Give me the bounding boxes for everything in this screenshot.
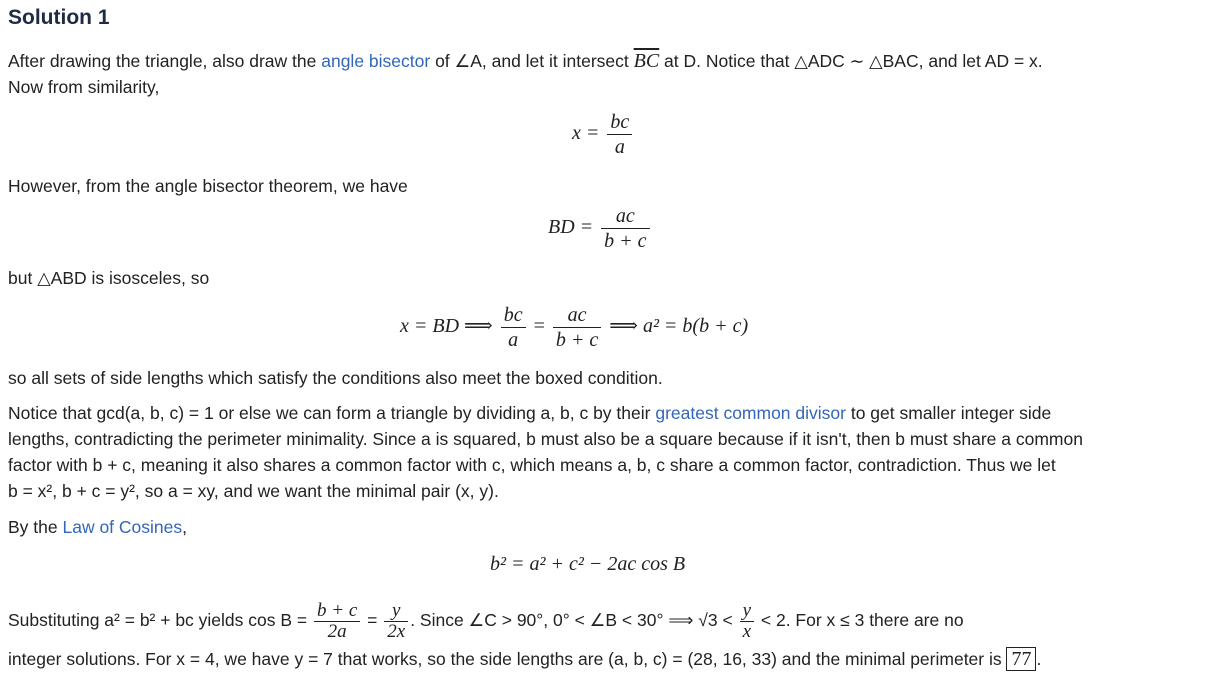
substitution-line xyxy=(8,598,964,642)
substitution-text-a: Substituting a² = b² + bc yields cos B = xyxy=(8,610,308,630)
frac1-denominator: 2a xyxy=(327,620,347,642)
greatest-common-divisor-link[interactable]: greatest common divisor xyxy=(655,403,846,423)
eq3-numerator-1: bc xyxy=(501,303,526,328)
equation-law-of-cosines: b² = a² + c² − 2ac cos B xyxy=(490,553,686,575)
equation-3 xyxy=(400,303,748,352)
substitution-text-b: . Since ∠C > 90°, 0° < ∠B < 30° ⟹ √3 < xyxy=(410,610,733,630)
intro-line-2: Now from similarity, xyxy=(8,77,160,97)
frac3-denominator: x xyxy=(742,620,751,642)
eq1-lhs: x = xyxy=(572,122,600,145)
gcd-line-2: lengths, contradicting the perimeter minimality. Since a is squared, b must also be a square because if it isn't, then b must share a common xyxy=(8,429,1083,449)
final-line xyxy=(8,648,1041,670)
substitution-text-c: < 2. For x ≤ 3 there are no xyxy=(760,610,964,630)
paragraph-isosceles: but △ABD is isosceles, so xyxy=(8,268,210,288)
cosines-text-2: , xyxy=(182,517,188,537)
final-period: . xyxy=(1036,649,1042,669)
eq1-denominator: a xyxy=(614,136,625,158)
law-of-cosines-line xyxy=(8,516,187,538)
eq1-numerator: bc xyxy=(607,110,632,135)
frac2-denominator: 2x xyxy=(387,620,406,642)
eq3-denominator-2: b + c xyxy=(555,329,599,351)
final-text: integer solutions. For x = 4, we have y = 7 that works, so the side lengths are (a, b, c) = (28, 16, 33) and the minimal perimeter is xyxy=(8,649,1007,669)
equation-1 xyxy=(572,110,635,159)
eq2-denominator: b + c xyxy=(604,230,647,252)
eq3-rhs: ⟹ a² = b(b + c) xyxy=(609,315,749,338)
angle-bisector-link[interactable]: angle bisector xyxy=(321,51,431,71)
intro-text-3: at D. Notice that △ADC ∼ △BAC, and let AD = x. xyxy=(659,51,1043,71)
substitution-equals: = xyxy=(367,610,378,630)
intro-text-1: After drawing the triangle, also draw the xyxy=(8,51,322,71)
solution-heading: Solution 1 xyxy=(8,6,110,29)
eq3-lhs: x = BD ⟹ xyxy=(400,315,493,338)
intro-text-2: of ∠A, and let it intersect xyxy=(430,51,634,71)
gcd-line-4: b = x², b + c = y², so a = xy, and we want the minimal pair (x, y). xyxy=(8,481,499,501)
paragraph-boxed-condition: so all sets of side lengths which satisfy the conditions also meet the boxed condition. xyxy=(8,368,663,388)
eq2-numerator: ac xyxy=(601,204,649,229)
eq3-numerator-2: ac xyxy=(553,303,601,328)
gcd-line-3: factor with b + c, meaning it also shares a common factor with c, which means a, b, c share a common factor, contradiction. Thus we let xyxy=(8,455,1056,475)
cosines-text-1: By the xyxy=(8,517,63,537)
law-of-cosines-link[interactable]: Law of Cosines xyxy=(62,517,183,537)
frac1-numerator: b + c xyxy=(314,601,360,622)
gcd-line-1 xyxy=(8,402,1051,424)
eq3-equals: = xyxy=(533,315,545,338)
gcd-text-1a: Notice that gcd(a, b, c) = 1 or else we can form a triangle by dividing a, b, c by their xyxy=(8,403,656,423)
gcd-text-1b: to get smaller integer side xyxy=(845,403,1052,423)
segment-bc: $\overline{BC}$ xyxy=(633,50,660,72)
frac2-numerator: y xyxy=(384,601,408,622)
eq2-lhs: BD = xyxy=(548,216,594,239)
paragraph-intro xyxy=(8,50,1043,72)
paragraph-angle-bisector-theorem: However, from the angle bisector theorem, we have xyxy=(8,176,408,196)
frac3-numerator: y xyxy=(740,601,754,622)
answer-box: 77 xyxy=(1006,647,1036,671)
equation-2 xyxy=(548,204,653,253)
eq3-denominator-1: a xyxy=(508,329,519,351)
